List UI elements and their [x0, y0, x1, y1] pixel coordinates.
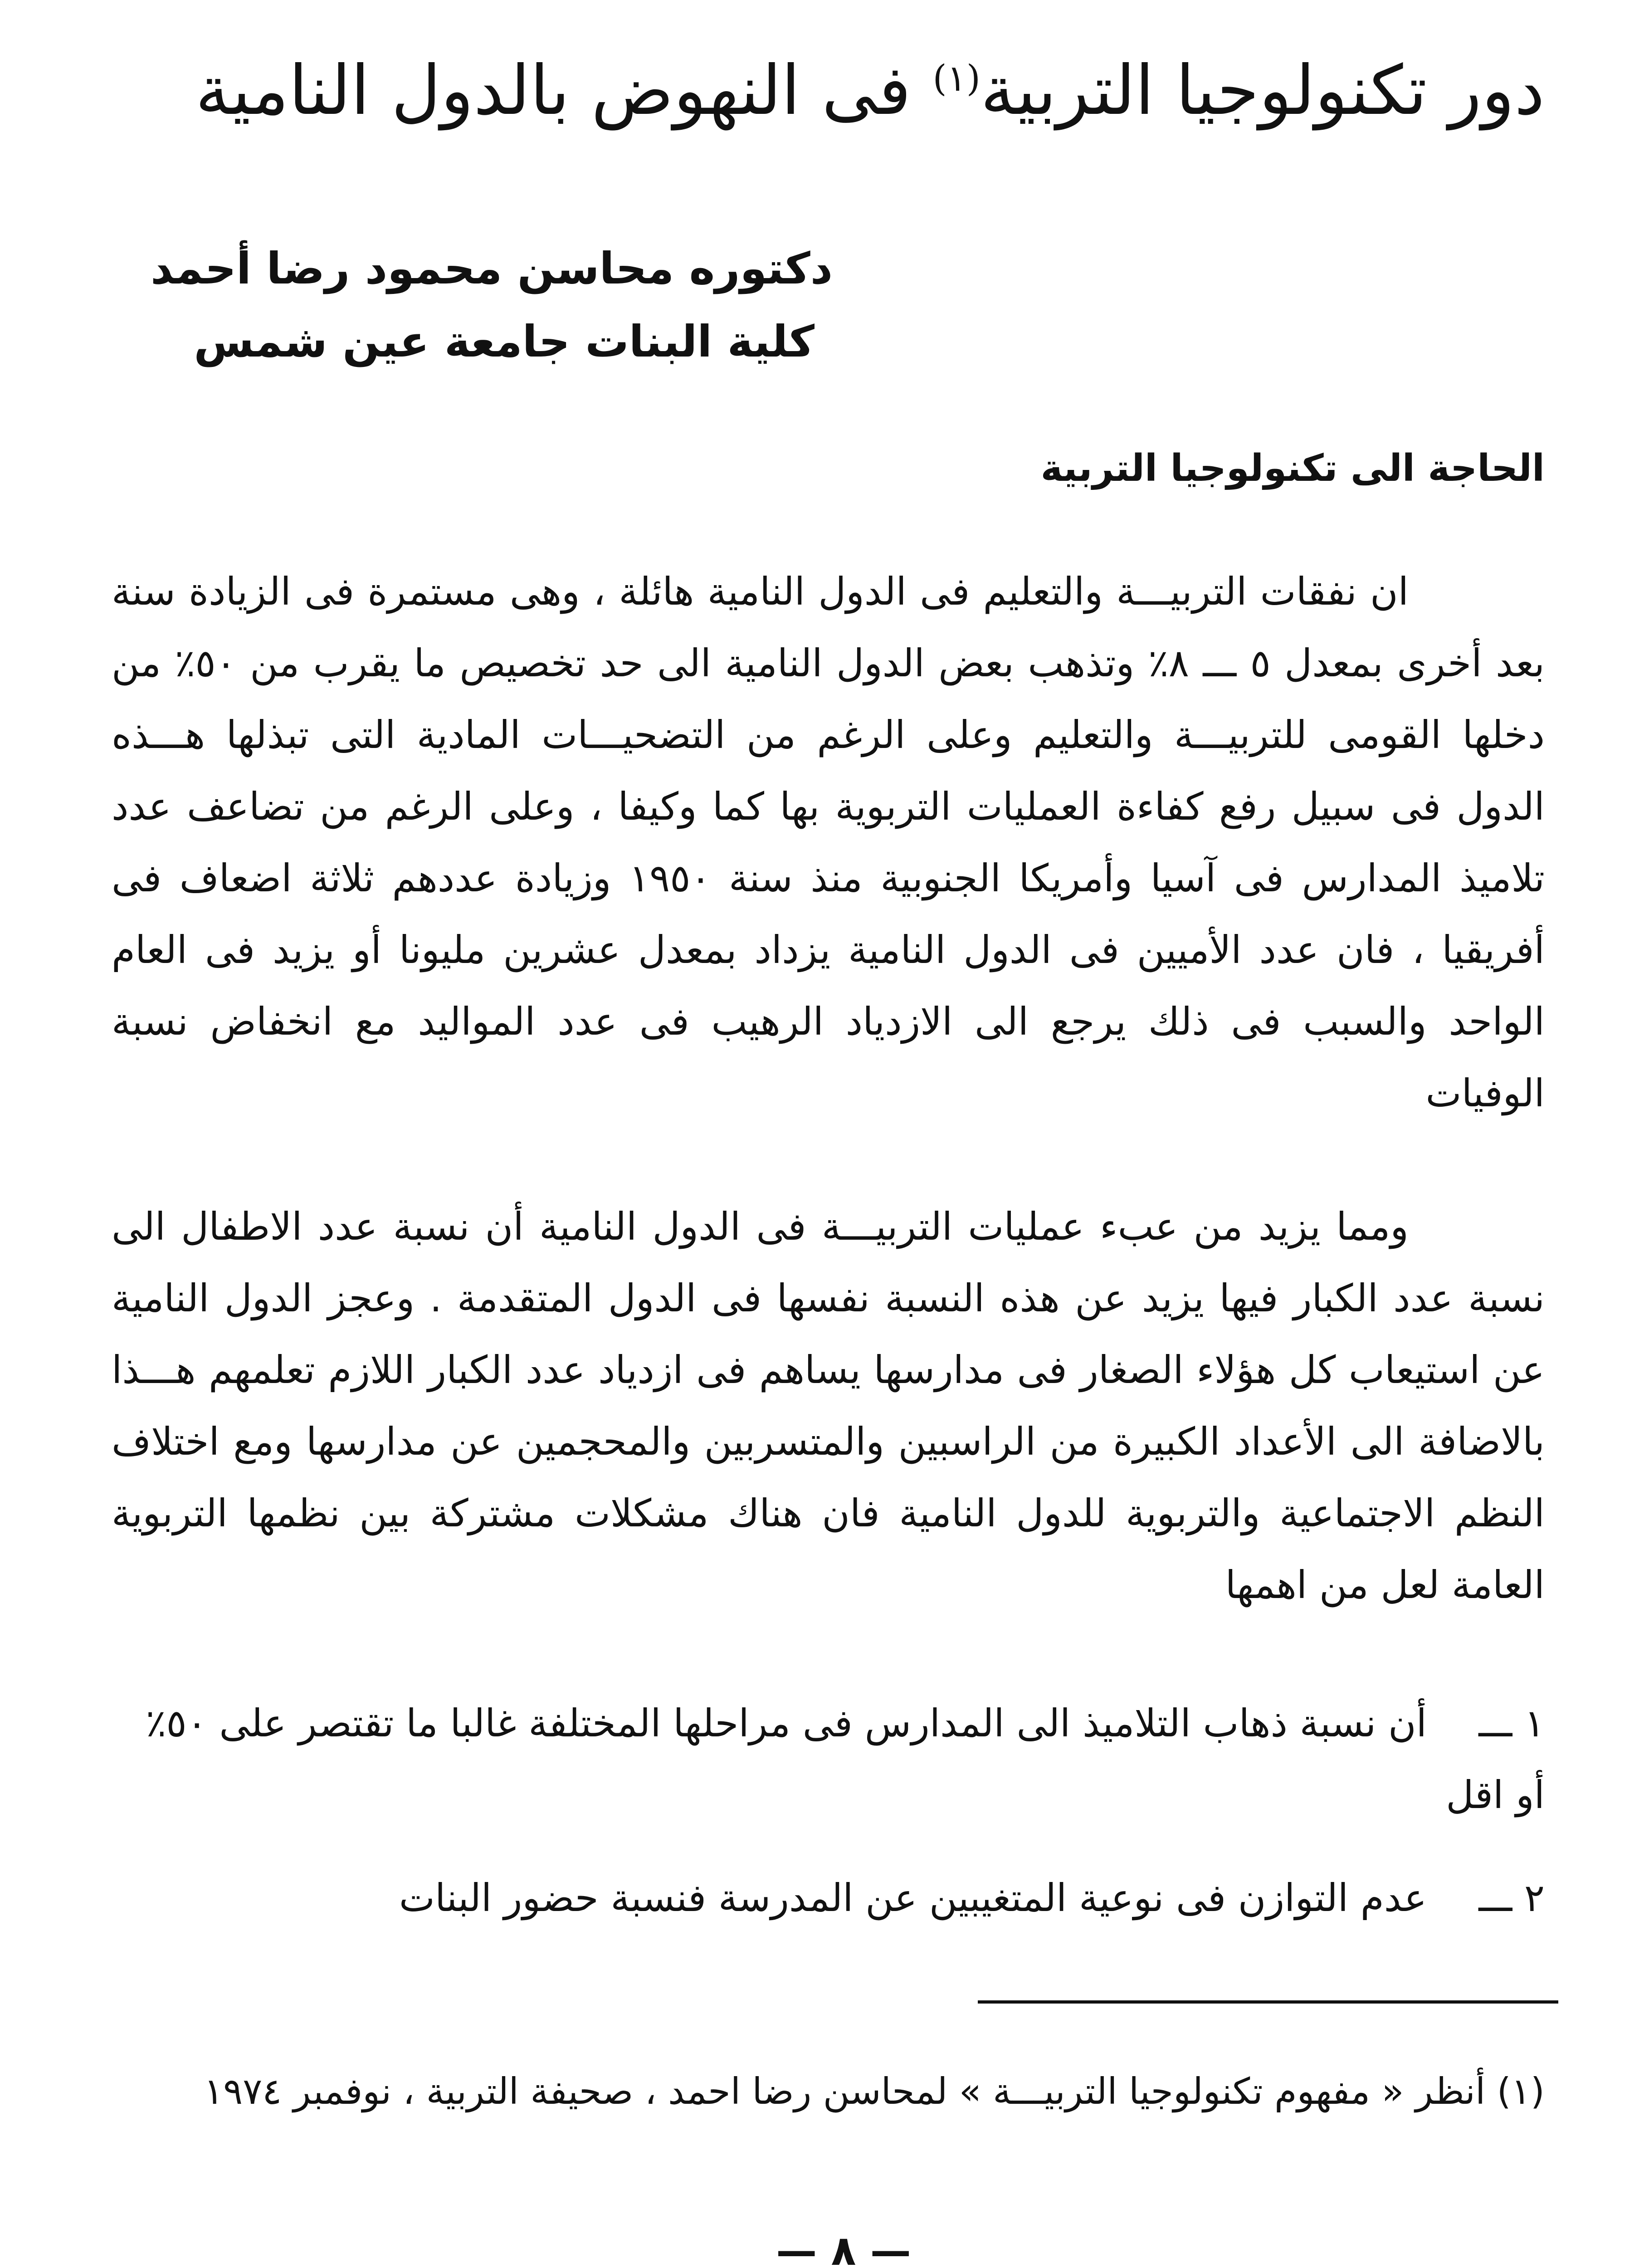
footnote: (١) أنظر « مفهوم تكنولوجيا التربيـــة » لمحاسن رضا احمد ، صحيفة التربية ، نوفمبر ١٩٧٤	[204, 2070, 1545, 2112]
page-number: — ٨ —	[776, 2227, 911, 2268]
article-title	[184, 50, 1545, 132]
title-main: دور تكنولوجيا التربية	[980, 51, 1545, 130]
paragraph-2: ومما يزيد من عبء عمليات التربيـــة فى الدول النامية أن نسبة عدد الاطفال الى نسبة عدد الكبار فيها يزيد عن هذه النسبة نفسها فى الدول المتقدمة . وعجز الدول النامية عن استيعاب كل هؤلاء الصغار فى مدارسها يساهم فى ازدياد عدد الكبار اللازم تعلمهم هـــذا بالاضافة الى الأعداد الكبيرة من الراسبين والمتسربين والمحجمين عن مدارسها ومع اختلاف النظم الاجتماعية والتربوية للدول النامية فان هناك مشكلات مشتركة بين نظمها التربوية العامة لعل من اهمها	[112, 1204, 1545, 1607]
author-block	[107, 245, 833, 391]
footnote-divider	[978, 2000, 1558, 2004]
author-name: دكتوره محاسن محمود رضا أحمد	[151, 243, 833, 294]
list-item-number: ١ ـــ	[1478, 1701, 1545, 1745]
paragraph-1: ان نفقات التربيـــة والتعليم فى الدول النامية هائلة ، وهى مستمرة فى الزيادة سنة بعد أخرى بمعدل ٥ ـــ ٨٪ وتذهب بعض الدول النامية الى حد تخصيص ما يقرب من ٥٠٪ من دخلها القومى للتربيـــة والتعليم وعلى الرغم من التضحيـــات المادية التى تبذلها هـــذه الدول فى سبيل رفع كفاءة العمليات التربوية بها كما وكيفا ، وعلى الرغم من تضاعف عدد تلاميذ المدارس فى آسيا وأمريكا الجنوبية منذ سنة ١٩٥٠ وزيادة عددهم ثلاثة اضعاف فى أفريقيا ، فان عدد الأميين فى الدول النامية يزداد بمعدل عشرين مليونا أو يزيد فى العام الواحد والسبب فى ذلك يرجع الى الازدياد الرهيب فى عدد المواليد مع انخفاض نسبة الوفيات	[112, 569, 1545, 1115]
section-heading: الحاجة الى تكنولوجيا التربية	[1040, 447, 1545, 490]
list-item-1	[112, 1687, 1545, 1831]
title-footnote-marker[interactable]: (١)	[932, 57, 981, 99]
list-item-2	[112, 1862, 1545, 1934]
list-item-text: أن نسبة ذهاب التلاميذ الى المدارس فى مراحلها المختلفة غالبا ما تقتصر على ٥٠٪ أو اقل	[146, 1701, 1545, 1817]
list-item-number: ٢ ـــ	[1478, 1876, 1545, 1920]
list-item-text: عدم التوازن فى نوعية المتغيبين عن المدرسة فنسبة حضور البنات	[399, 1876, 1427, 1920]
title-rest: فى النهوض بالدول النامية	[195, 51, 911, 130]
author-affiliation: كلية البنات جامعة عين شمس	[194, 316, 815, 367]
